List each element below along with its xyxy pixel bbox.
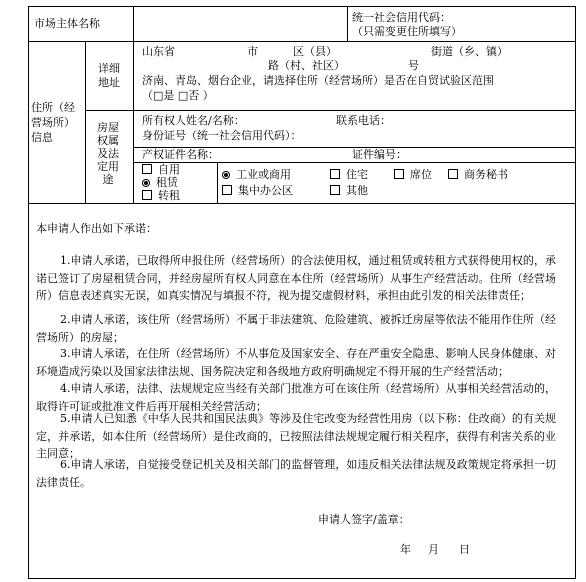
table-top-border (28, 6, 576, 7)
purpose-seat-option[interactable] (394, 168, 432, 181)
id-label: 身份证号（统一社会信用代码）： (142, 129, 302, 142)
signature-field[interactable] (420, 509, 560, 529)
usage-sublease-option[interactable] (142, 189, 180, 202)
date-year: 年 (400, 543, 411, 556)
purpose-residential-option[interactable] (330, 168, 368, 181)
ftz-question: 济南、青岛、烟台企业，请选择住所（经营场所）是否在自贸试验区范围 (142, 74, 494, 87)
usage-self-label: 自用 (158, 163, 180, 176)
purpose-shared-office-label: 集中办公区 (238, 184, 293, 197)
usage-lease-label: 租赁 (156, 176, 178, 189)
row-divider-4 (133, 162, 576, 163)
address-district: 区（县） (293, 45, 337, 58)
address-road: 路（村、社区） (268, 59, 345, 72)
commitment-item-2: 2.申请人承诺，该住所（经营场所）不属于非法建筑、危险建筑、被拆迁房屋等依法不能用作住所（经营场所）的房屋； (36, 313, 556, 344)
page-bottom-border (28, 578, 576, 579)
purpose-shared-office-option[interactable] (222, 184, 293, 197)
col-divider-sub (133, 41, 134, 203)
ftz-options[interactable]: （□是 □否 ） (142, 89, 214, 102)
purpose-commercial-radio[interactable] (222, 171, 230, 179)
credit-code-note: （只需变更住所填写） (352, 25, 462, 38)
date-month: 月 (428, 543, 439, 556)
col-divider-section (85, 41, 86, 203)
purpose-other-option[interactable] (330, 184, 368, 197)
usage-self-checkbox[interactable] (142, 164, 152, 174)
col-divider-usage (217, 162, 218, 203)
address-street: 街道（乡、镇） (431, 45, 508, 58)
purpose-secretary-label: 商务秘书 (464, 168, 508, 181)
usage-self-option[interactable] (142, 163, 180, 176)
purpose-residential-checkbox[interactable] (330, 169, 340, 179)
row-divider-1 (28, 41, 576, 42)
purpose-shared-office-checkbox[interactable] (222, 185, 232, 195)
col-divider-credit (347, 6, 348, 41)
commitment-item-3: 3.申请人承诺，在住所（经营场所）不从事危及国家安全、存在严重安全隐患、影响人民身体健康、对环境造成污染以及国家法律法规、国务院决定和各级地方政府明确规定不得开展的生产经营活动； (36, 347, 556, 378)
commitment-item-1: 1.申请人承诺，已取得所申报住所（经营场所）的合法使用权，通过租赁或转租方式获得使用权的，承诺已签订了房屋租赁合同，并经房屋所有权人同意在本住所（经营场所）从事生产经营活动。住所（经营场所）信息表述真实无误，如真实情况与填报不符，视为提交虚假材料，承担由此引发的相关法律责任； (36, 254, 556, 302)
address-city: 市 (247, 45, 258, 58)
commitment-item-5: 5.申请人已知悉《中华人民共和国民法典》等涉及住宅改变为经营性用房（以下称：住改商）的有关规定，并承诺，如本住所（经营场所）是住改商的，已按照法律法规规定履行相关程序，获得有利害关系的业主同意； (36, 412, 556, 460)
signature-label: 申请人签字/盖章： (318, 513, 410, 526)
usage-sublease-checkbox[interactable] (142, 190, 152, 200)
commitment-intro: 本申请人作出如下承诺： (36, 222, 157, 235)
purpose-commercial-option[interactable] (222, 168, 291, 181)
phone-label: 联系电话： (336, 114, 391, 127)
purpose-secretary-checkbox[interactable] (448, 169, 458, 179)
right-border (575, 6, 576, 579)
cert-name-label: 产权证件名称： (142, 148, 219, 161)
usage-lease-radio[interactable] (142, 179, 150, 187)
usage-sublease-label: 转租 (158, 189, 180, 202)
purpose-seat-label: 席位 (410, 168, 432, 181)
market-entity-input[interactable] (135, 8, 345, 39)
usage-lease-option[interactable] (142, 176, 178, 189)
purpose-secretary-option[interactable] (448, 168, 508, 181)
housing-label: 房屋权属及法定用途 (97, 121, 119, 186)
cert-no-label: 证件编号： (352, 148, 407, 161)
purpose-residential-label: 住宅 (346, 168, 368, 181)
col-divider-label (133, 6, 134, 41)
commitment-item-4: 4.申请人承诺，法律、法规规定应当经有关部门批准方可在该住所（经营场所）从事相关经营活动的，取得许可证或批准文件后再开展相关经营活动； (36, 382, 556, 413)
purpose-other-checkbox[interactable] (330, 185, 340, 195)
table-bottom-border (28, 203, 576, 204)
market-entity-label: 市场主体名称 (34, 17, 100, 30)
date-day: 日 (459, 543, 470, 556)
credit-code-label: 统一社会信用代码： (352, 11, 451, 24)
purpose-other-label: 其他 (346, 184, 368, 197)
owner-name-label: 所有权人姓名/名称： (142, 114, 245, 127)
address-number: 号 (408, 59, 419, 72)
row-divider-2 (85, 110, 576, 111)
address-province: 山东省 (142, 45, 175, 58)
residence-info-label: 住所（经营场所）信息 (31, 101, 75, 144)
purpose-commercial-label: 工业或商用 (236, 168, 291, 181)
purpose-seat-checkbox[interactable] (394, 169, 404, 179)
left-border (28, 6, 29, 579)
address-label: 详细地址 (98, 62, 120, 89)
commitment-item-6: 6.申请人承诺，自觉接受登记机关及相关部门的监督管理，如违反相关法律法规及政策规定将承担一切法律责任。 (36, 458, 556, 489)
